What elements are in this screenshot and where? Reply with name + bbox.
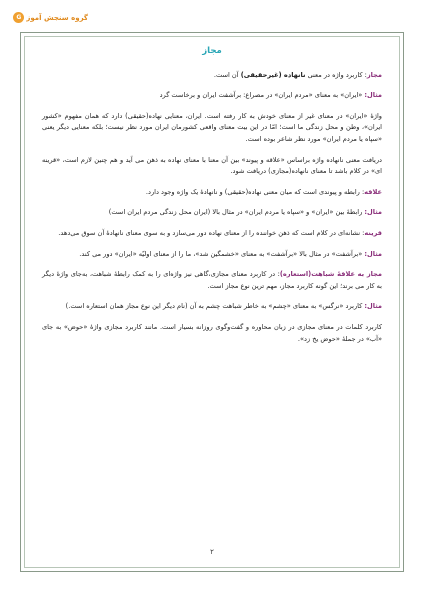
paragraph-gharine: قرینه: نشانه‌ای در کلام است که ذهن خواننده را از معنای نهاده دور می‌سازد و به سوی معنای نانهادهٔ آن سوق می‌دهد.: [58, 228, 382, 237]
paragraph-example-4: مثال: کاربرد «نرگس» به معنای «چشم» به خاطر شباهت چشم به آن (نام دیگر این نوع مجاز همان استعاره است.): [65, 302, 382, 311]
paragraph-relation: دریافت معنی نانهاده واژه براساس «علاقه و پیوند» بین آن معنا با معنای نهاده به ذهن می آید و هم چنین لازم است، «قرینه ای» در کلام باشد تا معنای نانهاده(مجازی) دریافت شود.: [42, 155, 382, 176]
term-majaz: مجاز: [366, 70, 382, 79]
page-number: ۲: [210, 548, 214, 556]
page-title: مجاز: [202, 46, 222, 56]
paragraph-example-1: مثال: «ایران» به معنای «مردم ایران» در مصراع: برآشفت ایران و برخاست گرد: [159, 91, 382, 100]
example-label: مثال:: [364, 208, 382, 217]
term-esteare: مجاز به علاقهٔ شباهت(استعاره): [279, 270, 382, 279]
logo-text: گروه سنجش آموز: [26, 13, 88, 22]
paragraph-explanation: واژهٔ «ایران» در معنای غیر از معنای خودش به کار رفته است. ایران، معنایی نهاده(حقیقی) دارد که همان مفهوم «کشور ایران»، وطن و محل زندگی ما است؛ امّا در این بیت معنای واقعی کشورمان ایران مورد نظر نیست؛ بلکه معنایی دیگر یعنی «سپاه یا مردم ایران» مورد نظر شاعر بوده است.: [42, 111, 382, 143]
term-nanahade: نانهاده (غیرحقیقی): [240, 70, 306, 79]
term-gharine: قرینه: [364, 228, 382, 237]
example-label: مثال:: [364, 302, 382, 311]
paragraph-usage: کاربرد کلمات در معنای مجازی در زبان محاوره و گفت‌وگوی روزانه بسیار است. مانند کاربرد مجازی واژهٔ «حوض» به جای «آب» در جملهٔ «حوض یخ زد».: [42, 322, 382, 343]
example-label: مثال:: [364, 91, 382, 100]
logo-icon: G: [13, 12, 24, 23]
page-content: [42, 46, 382, 354]
paragraph-esteare: مجاز به علاقهٔ شباهت(استعاره): در کاربرد معنای مجازی،گاهی نیز واژه‌ای را به کمک رابطهٔ شباهت، به‌جای واژهٔ دیگر به کار می برند؛ این گونه کاربرد مجاز، مهم ترین نوع مجاز است.: [42, 270, 382, 290]
paragraph-definition: مجاز: کاربرد واژه در معنی نانهاده (غیرحقیقی) آن است.: [213, 70, 382, 79]
publisher-logo: [13, 12, 88, 23]
example-label: مثال:: [364, 249, 382, 258]
paragraph-example-2: مثال: رابطهٔ بین «ایران» و «سپاه یا مردم ایران» در مثال بالا (ایران محل زندگی مردم ایران است): [108, 208, 382, 217]
paragraph-example-3: مثال: «برآشفت» در مثال بالا «برآشفت» به معنای «خشمگین شد»، ما را از معنای اولیّه «ایران» دور می کند.: [79, 249, 382, 258]
term-alaghe: علاقه: [364, 187, 382, 196]
paragraph-alaghe: علاقه: رابطه و پیوندی است که میان معنی نهاده(حقیقی) و نانهادهٔ یک واژه وجود دارد.: [145, 187, 382, 196]
